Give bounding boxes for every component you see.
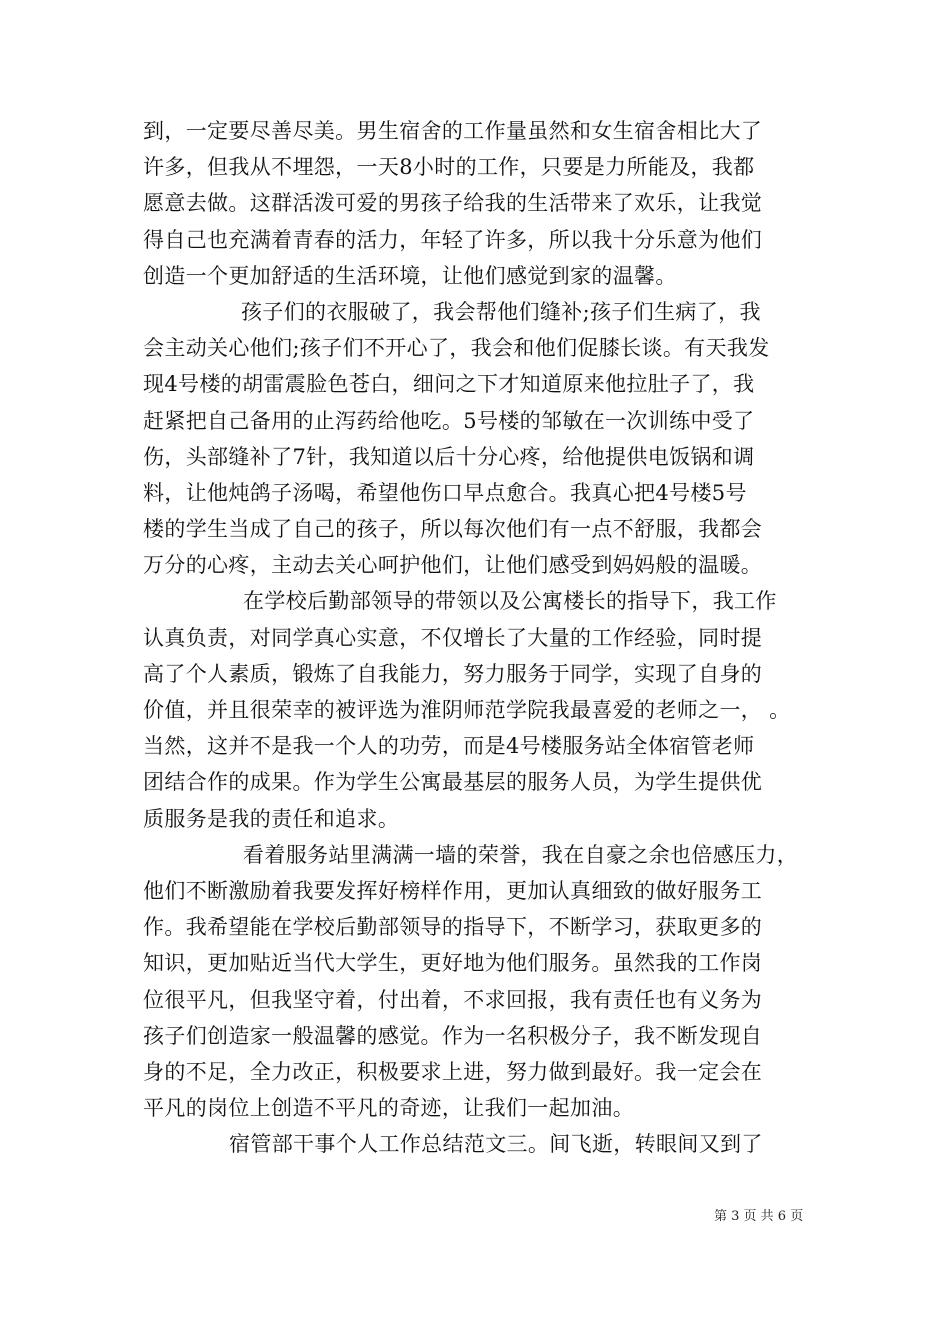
text-line: 伤，头部缝补了7针，我知道以后十分心疼，给他提供电饭锅和调: [143, 444, 755, 469]
text-line: 现4号楼的胡雷震脸色苍白，细问之下才知道原来他拉肚子了，我: [143, 372, 755, 397]
text-line: 到，一定要尽善尽美。男生宿舍的工作量虽然和女生宿舍相比大了: [143, 119, 763, 143]
text-line: 他们不断激励着我要发挥好榜样作用，更加认真细致的做好服务工: [143, 878, 763, 903]
document-body: [143, 113, 823, 1162]
paragraph-start-line: 在学校后勤部领导的带领以及公寓楼长的指导下，我工作: [243, 589, 777, 614]
text-line: 得自己也充满着青春的活力，年轻了许多，所以我十分乐意为他们: [143, 227, 763, 252]
text-line: 身的不足，全力改正，积极要求上进，努力做到最好。我一定会在: [143, 1059, 763, 1084]
text-line: 平凡的岗位上创造不平凡的奇迹，让我们一起加油。: [143, 1096, 635, 1121]
text-line: 许多，但我从不埋怨，一天8小时的工作，只要是力所能及，我都: [143, 155, 755, 180]
paragraph-start-line: 孩子们的衣服破了，我会帮他们缝补;孩子们生病了，我: [241, 299, 761, 324]
text-line: 高了个人素质，锻炼了自我能力，努力服务于同学，实现了自身的: [143, 661, 763, 686]
text-line: 当然，这并不是我一个人的功劳，而是4号楼服务站全体宿管老师: [143, 734, 755, 759]
text-line: 认真负责，对同学真心实意，不仅增长了大量的工作经验，同时提: [143, 625, 763, 650]
page-number-footer: 第 3 页 共 6 页: [714, 1209, 804, 1224]
text-line: 赶紧把自己备用的止泻药给他吃。5号楼的邹敏在一次训练中受了: [143, 408, 755, 433]
text-line: 知识，更加贴近当代大学生，更好地为他们服务。虽然我的工作岗: [143, 951, 763, 976]
text-line: 创造一个更加舒适的生活环境，让他们感觉到家的温馨。: [143, 263, 677, 288]
paragraph-start-line: 看着服务站里满满一墙的荣誉，我在自豪之余也倍感压力，: [243, 842, 799, 867]
text-line: 料，让他炖鸽子汤喝，希望他伤口早点愈合。我真心把4号楼5号: [143, 480, 747, 505]
text-line: 团结合作的成果。作为学生公寓最基层的服务人员，为学生提供优: [143, 770, 763, 795]
text-line: 作。我希望能在学校后勤部领导的指导下，不断学习，获取更多的: [143, 915, 763, 940]
text-line: 价值，并且很荣幸的被评选为淮阴师范学院我最喜爱的老师之一， 。: [143, 698, 791, 722]
paragraph-start-line: 宿管部干事个人工作总结范文三。间飞逝，转眼间又到了: [229, 1132, 763, 1157]
text-line: 质服务是我的责任和追求。: [143, 806, 400, 831]
text-line: 万分的心疼，主动去关心呵护他们，让他们感受到妈妈般的温暖。: [143, 553, 763, 578]
text-line: 楼的学生当成了自己的孩子，所以每次他们有一点不舒服，我都会: [143, 517, 763, 542]
text-line: 孩子们创造家一般温馨的感觉。作为一名积极分子，我不断发现自: [143, 1023, 763, 1048]
text-line: 会主动关心他们;孩子们不开心了，我会和他们促膝长谈。有天我发: [143, 336, 770, 361]
text-line: 愿意去做。这群活泼可爱的男孩子给我的生活带来了欢乐，让我觉: [143, 191, 763, 216]
text-line: 位很平凡，但我坚守着，付出着，不求回报，我有责任也有义务为: [143, 987, 763, 1012]
